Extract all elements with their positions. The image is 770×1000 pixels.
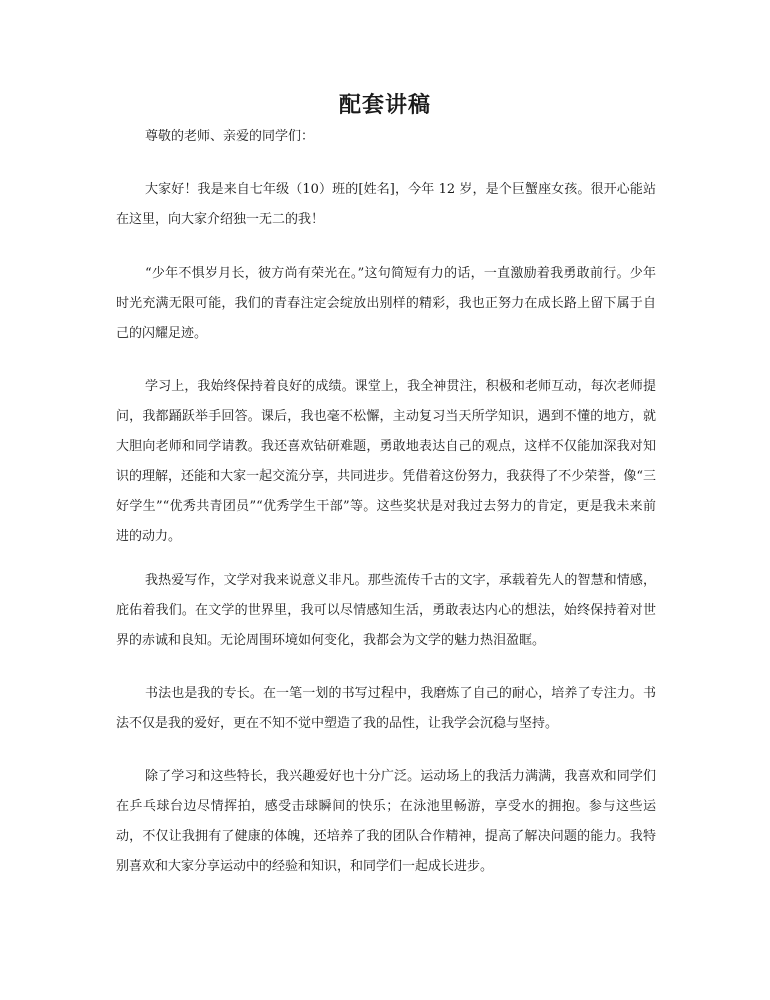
paragraph-writing: 我热爱写作，文学对我来说意义非凡。那些流传千古的文字，承载着先人的智慧和情感，庇佑着我们。在文学的世界里，我可以尽情感知生活，勇敢表达内心的想法，始终保持着对世界的赤诚和良知。无论周围环境如何变化，我都会为文学的魅力热泪盈眶。 <box>116 573 656 648</box>
page-title: 配套讲稿 <box>338 92 431 118</box>
greeting-line: 尊敬的老师、亲爱的同学们： <box>145 129 315 144</box>
paragraph-motto: “少年不惧岁月长，彼方尚有荣光在。”这句简短有力的话，一直激励着我勇敢前行。少年时光充满无限可能，我们的青春注定会绽放出别样的精彩，我也正努力在成长路上留下属于自己的闪耀足迹。 <box>116 266 656 341</box>
paragraph-study: 学习上，我始终保持着良好的成绩。课堂上，我全神贯注，积极和老师互动，每次老师提问，我都踊跃举手回答。课后，我也毫不松懈，主动复习当天所学知识，遇到不懂的地方，就大胆向老师和同学请教。我还喜欢钻研难题，勇敢地表达自己的观点，这样不仅能加深我对知识的理解，还能和大家一起交流分享，共同进步。凭借着这份努力，我获得了不少荣誉，像“三好学生”“优秀共青团员”“优秀学生干部”等。这些奖状是对我过去努力的肯定，更是我未来前进的动力。 <box>116 379 656 544</box>
paragraph-calligraphy: 书法也是我的专长。在一笔一划的书写过程中，我磨炼了自己的耐心，培养了专注力。书法不仅是我的爱好，更在不知不觉中塑造了我的品性，让我学会沉稳与坚持。 <box>116 686 656 731</box>
paragraph-introduction: 大家好！我是来自七年级（10）班的[姓名]，今年 12 岁，是个巨蟹座女孩。很开心能站在这里，向大家介绍独一无二的我！ <box>116 182 656 227</box>
paragraph-sports: 除了学习和这些特长，我兴趣爱好也十分广泛。运动场上的我活力满满，我喜欢和同学们在乒乓球台边尽情挥拍，感受击球瞬间的快乐；在泳池里畅游，享受水的拥抱。参与这些运动，不仅让我拥有了健康的体魄，还培养了我的团队合作精神，提高了解决问题的能力。我特别喜欢和大家分享运动中的经验和知识，和同学们一起成长进步。 <box>116 769 656 874</box>
